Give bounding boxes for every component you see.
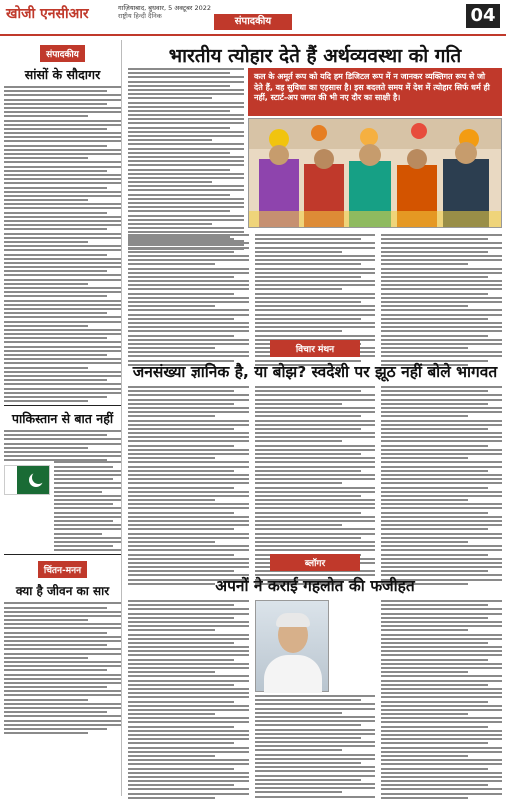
blogger-headline: अपनों ने कराई गहलोत की फजीहत xyxy=(215,577,415,595)
editorial-kicker: संपादकीय xyxy=(40,45,85,62)
festival-crowd-photo xyxy=(248,118,502,228)
pakistan-flag xyxy=(4,465,50,495)
divider xyxy=(4,554,121,555)
edition-text: राष्ट्रीय हिन्दी दैनिक xyxy=(118,12,162,20)
main-story-lead-column xyxy=(128,68,244,250)
story2-body-cont xyxy=(54,461,121,551)
editorial-body xyxy=(4,86,121,402)
date-text: गाज़ियाबाद, बुधवार, 5 अक्टूबर 2022 xyxy=(118,4,212,12)
main-column xyxy=(128,40,502,796)
story3-kicker: चिंतन-मनन xyxy=(38,561,87,578)
opinion-headline: जनसंख्या ज्ञानिक है, या बोझ? स्वदेशी पर झूठ नहीं बोले भागवत xyxy=(132,363,498,381)
left-column xyxy=(4,40,122,796)
masthead xyxy=(0,0,506,36)
opinion-section xyxy=(128,340,502,585)
story3-title: क्या है जीवन का सार xyxy=(15,584,110,599)
blogger-band: ब्लॉगर xyxy=(270,554,360,571)
story2-body xyxy=(4,430,121,461)
page-number: 04 xyxy=(466,4,500,28)
main-story-deck: कल के अमूर्त रूप को यदि हम डिजिटल रूप में न जानकर व्यक्तिगत रूप से जो देते हैं, वह सुविधा का एहसास है। इस बदलते समय में देश में त्योहार सिर्फ धर्म ही नहीं, स्टार्ट-अप जगत की भी नए दौर का साक्षी है। xyxy=(248,68,502,116)
brand-logo: खोजी एनसीआर xyxy=(6,6,89,22)
politician-portrait xyxy=(255,600,329,692)
story3-body xyxy=(4,602,121,734)
divider xyxy=(4,405,121,406)
opinion-band: विचार मंथन xyxy=(270,340,360,357)
editorial-title: सांसों के सौदागर xyxy=(24,67,101,82)
blogger-section xyxy=(128,554,502,800)
section-label: संपादकीय xyxy=(214,14,292,30)
main-headline: भारतीय त्योहार देते हैं अर्थव्यवस्था को गति xyxy=(168,45,462,67)
festival-crowd-image xyxy=(249,119,502,228)
story2-title: पाकिस्तान से बात नहीं xyxy=(11,411,114,427)
blogger-body xyxy=(128,600,502,800)
